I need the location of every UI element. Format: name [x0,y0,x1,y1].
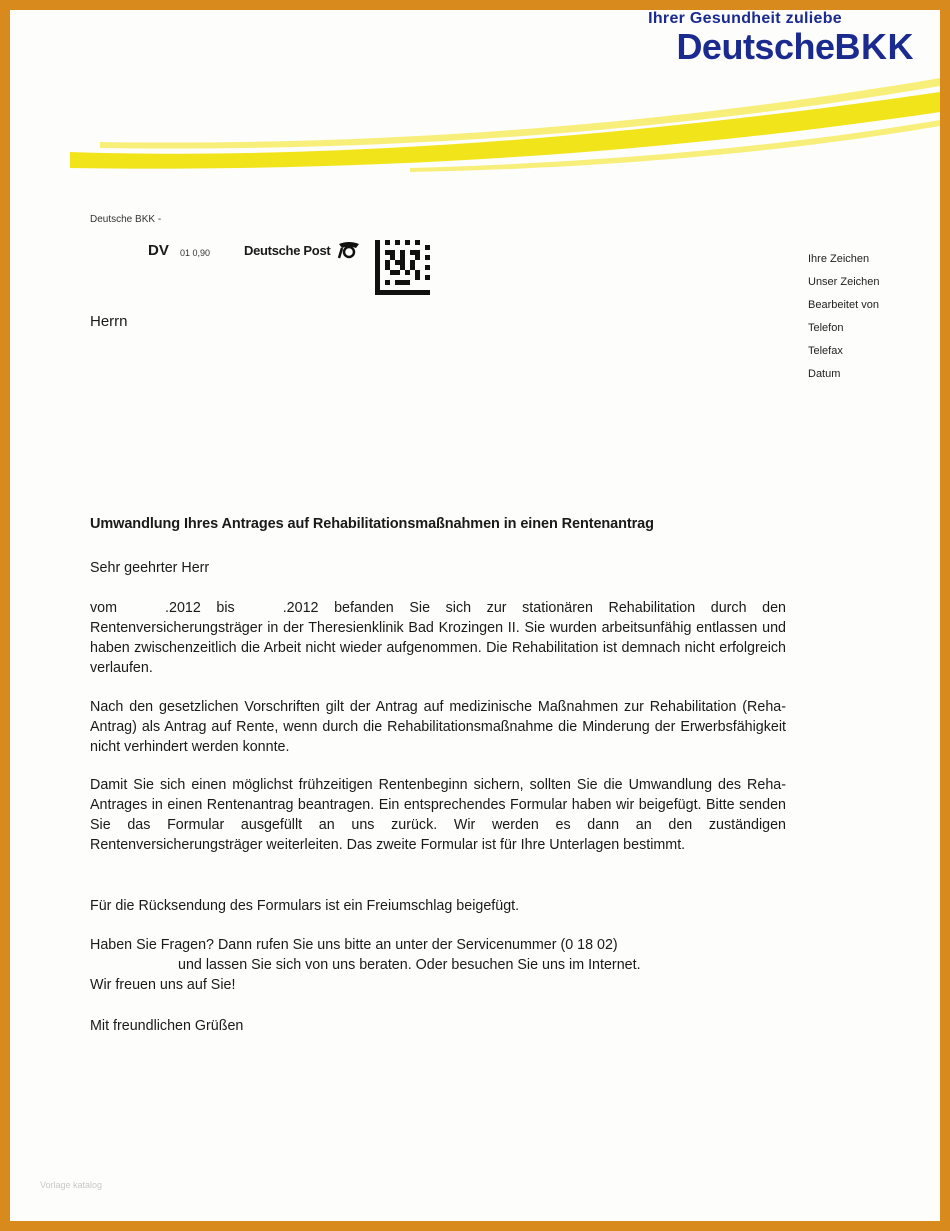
letter-page [10,10,940,1221]
contact-line-2: und lassen Sie sich von uns beraten. Oder besuchen Sie uns im Internet. [178,957,641,973]
letter-subject: Umwandlung Ihres Antrages auf Rehabilitationsmaßnahmen in einen Rentenantrag [90,516,654,532]
datamatrix-icon [375,240,430,295]
ref-date: Datum [808,368,841,380]
sender-return-line: Deutsche BKK - [90,214,162,225]
letter-salutation: Sehr geehrter Herr [90,560,210,576]
p1-to: .2012 bis [165,600,235,616]
paragraph-envelope: Für die Rücksendung des Formulars ist ein Freiumschlag beigefügt. [90,898,520,914]
ref-fax: Telefax [808,345,843,357]
recipient-salutation: Herrn [90,313,128,330]
paragraph-legal: Nach den gesetzlichen Vorschriften gilt der Antrag auf medizinische Maßnahmen zur Rehabilitation (Reha-Antrag) als Antrag auf Rente, wenn durch die Rehabilitationsmaßnahme die Minderung der Erwerbsfähigkeit nicht verhindert werden konnte. [90,699,786,755]
posthorn-icon [336,238,362,266]
ref-our-reference: Unser Zeichen [808,276,880,288]
ref-handled-by: Bearbeitet von [808,299,879,311]
paragraph-contact [90,935,786,995]
letter-closing: Mit freundlichen Grüßen [90,1018,244,1034]
brand-tagline: Ihrer Gesundheit zuliebe [648,10,842,27]
brand-name-bkk: BKK [834,26,914,67]
postage-dv-label: DV [148,242,169,259]
deutsche-post-label: Deutsche Post [244,243,331,258]
p1-from: vom [90,600,118,616]
ref-phone: Telefon [808,322,844,334]
contact-line-3: Wir freuen uns auf Sie! [90,977,236,993]
postage-code: 01 0,90 [180,248,211,258]
paragraph-conversion: Damit Sie sich einen möglichst frühzeitigen Rentenbeginn sichern, sollten Sie die Umwandlung des Reha-Antrages in einen Rentenantrag beantragen. Ein entsprechendes Formular haben wir beigefügt. Bitte senden Sie das Formular ausgefüllt an uns zurück. Wir werden es dann an den zuständigen Rentenversicherungsträger weiterleiten. Das zweite Formular ist für Ihre Unterlagen bestimmt. [90,777,786,853]
brand-swoosh [10,50,940,200]
ref-your-reference: Ihre Zeichen [808,253,870,265]
p1-rest: .2012 befanden Sie sich zur stationären Rehabilitation durch den Rentenversicherungsträger in der Theresienklinik Bad Krozingen II. Sie wurden arbeitsunfähig entlassen und haben zwischenzeitlich die Arbeit nicht wieder aufgenommen. Die Rehabilitation ist demnach nicht erfolgreich verlaufen. [90,600,787,676]
brand-name-deutsche: Deutsche [676,26,835,67]
paragraph-rehab-stay [90,598,786,678]
contact-line-1: Haben Sie Fragen? Dann rufen Sie uns bitte an unter der Servicenummer (0 18 02) [90,937,618,953]
watermark: Vorlage katalog [40,1180,103,1190]
reference-block [808,248,880,386]
